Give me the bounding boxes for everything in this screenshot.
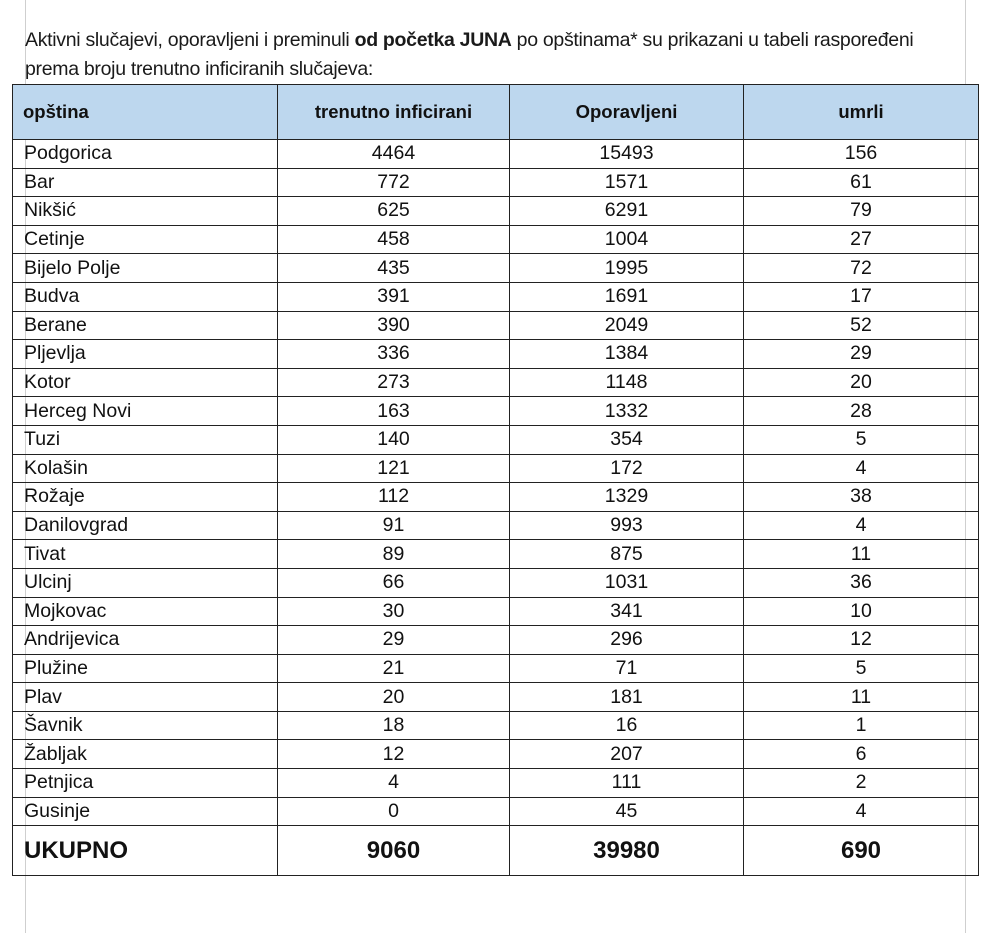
municipality-cell: Ulcinj [13, 568, 278, 597]
municipality-cell: Andrijevica [13, 626, 278, 655]
deaths-cell: 79 [744, 197, 979, 226]
deaths-cell: 6 [744, 740, 979, 769]
deaths-cell: 4 [744, 797, 979, 826]
recovered-cell: 354 [510, 425, 744, 454]
infected-cell: 435 [278, 254, 510, 283]
recovered-cell: 207 [510, 740, 744, 769]
municipality-cell: Pljevlja [13, 340, 278, 369]
table-row [13, 425, 979, 454]
deaths-cell: 28 [744, 397, 979, 426]
total-label: UKUPNO [13, 826, 278, 876]
recovered-cell: 172 [510, 454, 744, 483]
municipality-cell: Danilovgrad [13, 511, 278, 540]
table-row [13, 568, 979, 597]
deaths-cell: 20 [744, 368, 979, 397]
infected-cell: 336 [278, 340, 510, 369]
table-row [13, 140, 979, 169]
deaths-cell: 36 [744, 568, 979, 597]
municipality-cell: Bar [13, 168, 278, 197]
recovered-cell: 2049 [510, 311, 744, 340]
municipality-cell: Žabljak [13, 740, 278, 769]
total-deaths: 690 [744, 826, 979, 876]
municipality-stats-table [12, 84, 979, 876]
table-row [13, 311, 979, 340]
infected-cell: 20 [278, 683, 510, 712]
recovered-cell: 45 [510, 797, 744, 826]
recovered-cell: 1691 [510, 282, 744, 311]
deaths-cell: 72 [744, 254, 979, 283]
infected-cell: 163 [278, 397, 510, 426]
deaths-cell: 12 [744, 626, 979, 655]
total-recovered: 39980 [510, 826, 744, 876]
table-row [13, 711, 979, 740]
header-infected: trenutno inficirani [278, 85, 510, 140]
table-row [13, 225, 979, 254]
recovered-cell: 6291 [510, 197, 744, 226]
recovered-cell: 1031 [510, 568, 744, 597]
intro-text-1: Aktivni slučajevi, oporavljeni i preminuli [25, 28, 355, 51]
deaths-cell: 11 [744, 540, 979, 569]
recovered-cell: 1004 [510, 225, 744, 254]
municipality-cell: Tivat [13, 540, 278, 569]
infected-cell: 121 [278, 454, 510, 483]
deaths-cell: 27 [744, 225, 979, 254]
recovered-cell: 1329 [510, 483, 744, 512]
infected-cell: 140 [278, 425, 510, 454]
municipality-cell: Bijelo Polje [13, 254, 278, 283]
infected-cell: 625 [278, 197, 510, 226]
municipality-cell: Kotor [13, 368, 278, 397]
table-row [13, 540, 979, 569]
municipality-cell: Herceg Novi [13, 397, 278, 426]
table-row [13, 397, 979, 426]
table-row [13, 368, 979, 397]
recovered-cell: 296 [510, 626, 744, 655]
municipality-cell: Podgorica [13, 140, 278, 169]
infected-cell: 112 [278, 483, 510, 512]
infected-cell: 390 [278, 311, 510, 340]
infected-cell: 30 [278, 597, 510, 626]
recovered-cell: 15493 [510, 140, 744, 169]
recovered-cell: 111 [510, 769, 744, 798]
intro-paragraph [25, 26, 955, 84]
municipality-cell: Budva [13, 282, 278, 311]
table-row [13, 769, 979, 798]
deaths-cell: 5 [744, 425, 979, 454]
municipality-cell: Plužine [13, 654, 278, 683]
infected-cell: 458 [278, 225, 510, 254]
infected-cell: 21 [278, 654, 510, 683]
infected-cell: 91 [278, 511, 510, 540]
table-row [13, 483, 979, 512]
table-header [13, 85, 979, 140]
municipality-cell: Petnjica [13, 769, 278, 798]
recovered-cell: 71 [510, 654, 744, 683]
deaths-cell: 4 [744, 454, 979, 483]
infected-cell: 89 [278, 540, 510, 569]
recovered-cell: 181 [510, 683, 744, 712]
table-body [13, 140, 979, 826]
table-row [13, 626, 979, 655]
infected-cell: 12 [278, 740, 510, 769]
deaths-cell: 4 [744, 511, 979, 540]
infected-cell: 29 [278, 626, 510, 655]
header-municipality: opština [13, 85, 278, 140]
table-row [13, 511, 979, 540]
recovered-cell: 341 [510, 597, 744, 626]
header-recovered: Oporavljeni [510, 85, 744, 140]
municipality-cell: Nikšić [13, 197, 278, 226]
deaths-cell: 52 [744, 311, 979, 340]
table-row [13, 683, 979, 712]
table-row [13, 282, 979, 311]
table-row [13, 597, 979, 626]
intro-text-2: po opštinama* su prikazani u tabeli raspoređeni prema broju trenutno inficiranih slučajeva: [25, 28, 914, 80]
infected-cell: 18 [278, 711, 510, 740]
recovered-cell: 1571 [510, 168, 744, 197]
municipality-cell: Mojkovac [13, 597, 278, 626]
municipality-cell: Šavnik [13, 711, 278, 740]
deaths-cell: 2 [744, 769, 979, 798]
infected-cell: 0 [278, 797, 510, 826]
deaths-cell: 61 [744, 168, 979, 197]
header-deaths: umrli [744, 85, 979, 140]
deaths-cell: 156 [744, 140, 979, 169]
municipality-cell: Cetinje [13, 225, 278, 254]
infected-cell: 772 [278, 168, 510, 197]
municipality-cell: Berane [13, 311, 278, 340]
table-row [13, 454, 979, 483]
table-row [13, 197, 979, 226]
deaths-cell: 38 [744, 483, 979, 512]
infected-cell: 391 [278, 282, 510, 311]
infected-cell: 66 [278, 568, 510, 597]
table-row [13, 797, 979, 826]
table-row [13, 740, 979, 769]
recovered-cell: 875 [510, 540, 744, 569]
intro-bold-text: od početka JUNA [354, 28, 512, 51]
municipality-cell: Kolašin [13, 454, 278, 483]
municipality-cell: Plav [13, 683, 278, 712]
header-row [13, 85, 979, 140]
recovered-cell: 1148 [510, 368, 744, 397]
deaths-cell: 17 [744, 282, 979, 311]
deaths-cell: 5 [744, 654, 979, 683]
deaths-cell: 11 [744, 683, 979, 712]
deaths-cell: 10 [744, 597, 979, 626]
total-row [13, 826, 979, 876]
table-row [13, 340, 979, 369]
municipality-cell: Gusinje [13, 797, 278, 826]
recovered-cell: 1384 [510, 340, 744, 369]
table-row [13, 254, 979, 283]
municipality-cell: Tuzi [13, 425, 278, 454]
infected-cell: 4 [278, 769, 510, 798]
table-row [13, 168, 979, 197]
deaths-cell: 1 [744, 711, 979, 740]
total-infected: 9060 [278, 826, 510, 876]
recovered-cell: 16 [510, 711, 744, 740]
table-footer [13, 826, 979, 876]
deaths-cell: 29 [744, 340, 979, 369]
municipality-cell: Rožaje [13, 483, 278, 512]
recovered-cell: 993 [510, 511, 744, 540]
infected-cell: 273 [278, 368, 510, 397]
recovered-cell: 1995 [510, 254, 744, 283]
recovered-cell: 1332 [510, 397, 744, 426]
table-row [13, 654, 979, 683]
infected-cell: 4464 [278, 140, 510, 169]
